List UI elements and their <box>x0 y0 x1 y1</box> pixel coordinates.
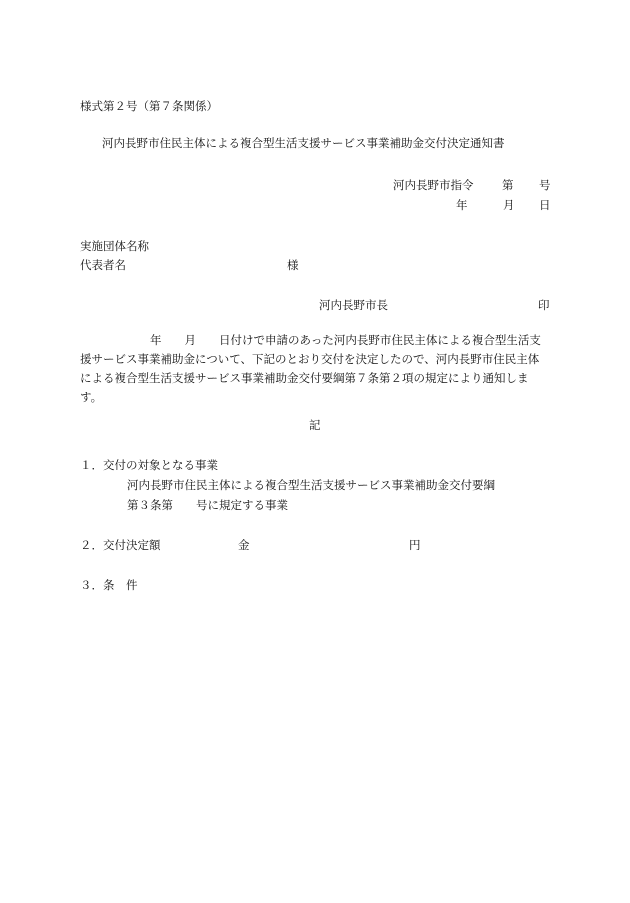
date-day: 日 <box>539 198 551 212</box>
form-number: 様式第２号（第７条関係） <box>80 99 218 113</box>
document-title: 河内長野市住民主体による複合型生活支援サービス事業補助金交付決定通知書 <box>102 136 505 150</box>
item-1-label: １．交付の対象となる事業 <box>80 458 218 472</box>
org-name-label: 実施団体名称 <box>80 239 149 253</box>
item-1-line2: 第３条第 号に規定する事業 <box>127 498 288 512</box>
item-1-line1: 河内長野市住民主体による複合型生活支援サービス事業補助金交付要綱 <box>127 478 495 492</box>
item-2-yen: 円 <box>409 538 421 552</box>
item-2-kin: 金 <box>238 538 250 552</box>
sender-title: 河内長野市長 <box>319 298 388 312</box>
doc-ref-dai: 第 <box>502 178 514 192</box>
body-paragraph: 年 月 日付けで申請のあった河内長野市住民主体による複合型生活支援サービス事業補助金について、下記のとおり交付を決定したので、河内長野市住民主体による複合型生活支援サービス事業補助金交付要綱第７条第２項の規定により通知します。 <box>80 333 541 404</box>
doc-ref-prefix: 河内長野市指令 <box>393 178 474 192</box>
honorific: 様 <box>287 258 299 272</box>
item-2-label: ２．交付決定額 <box>80 538 161 552</box>
date-month: 月 <box>503 198 515 212</box>
date-year: 年 <box>456 198 468 212</box>
item-3-label: ３．条 件 <box>80 578 138 592</box>
representative-label: 代表者名 <box>80 258 126 272</box>
seal-mark: 印 <box>538 298 550 312</box>
ki-heading: 記 <box>309 418 321 432</box>
doc-ref-go: 号 <box>539 178 551 192</box>
